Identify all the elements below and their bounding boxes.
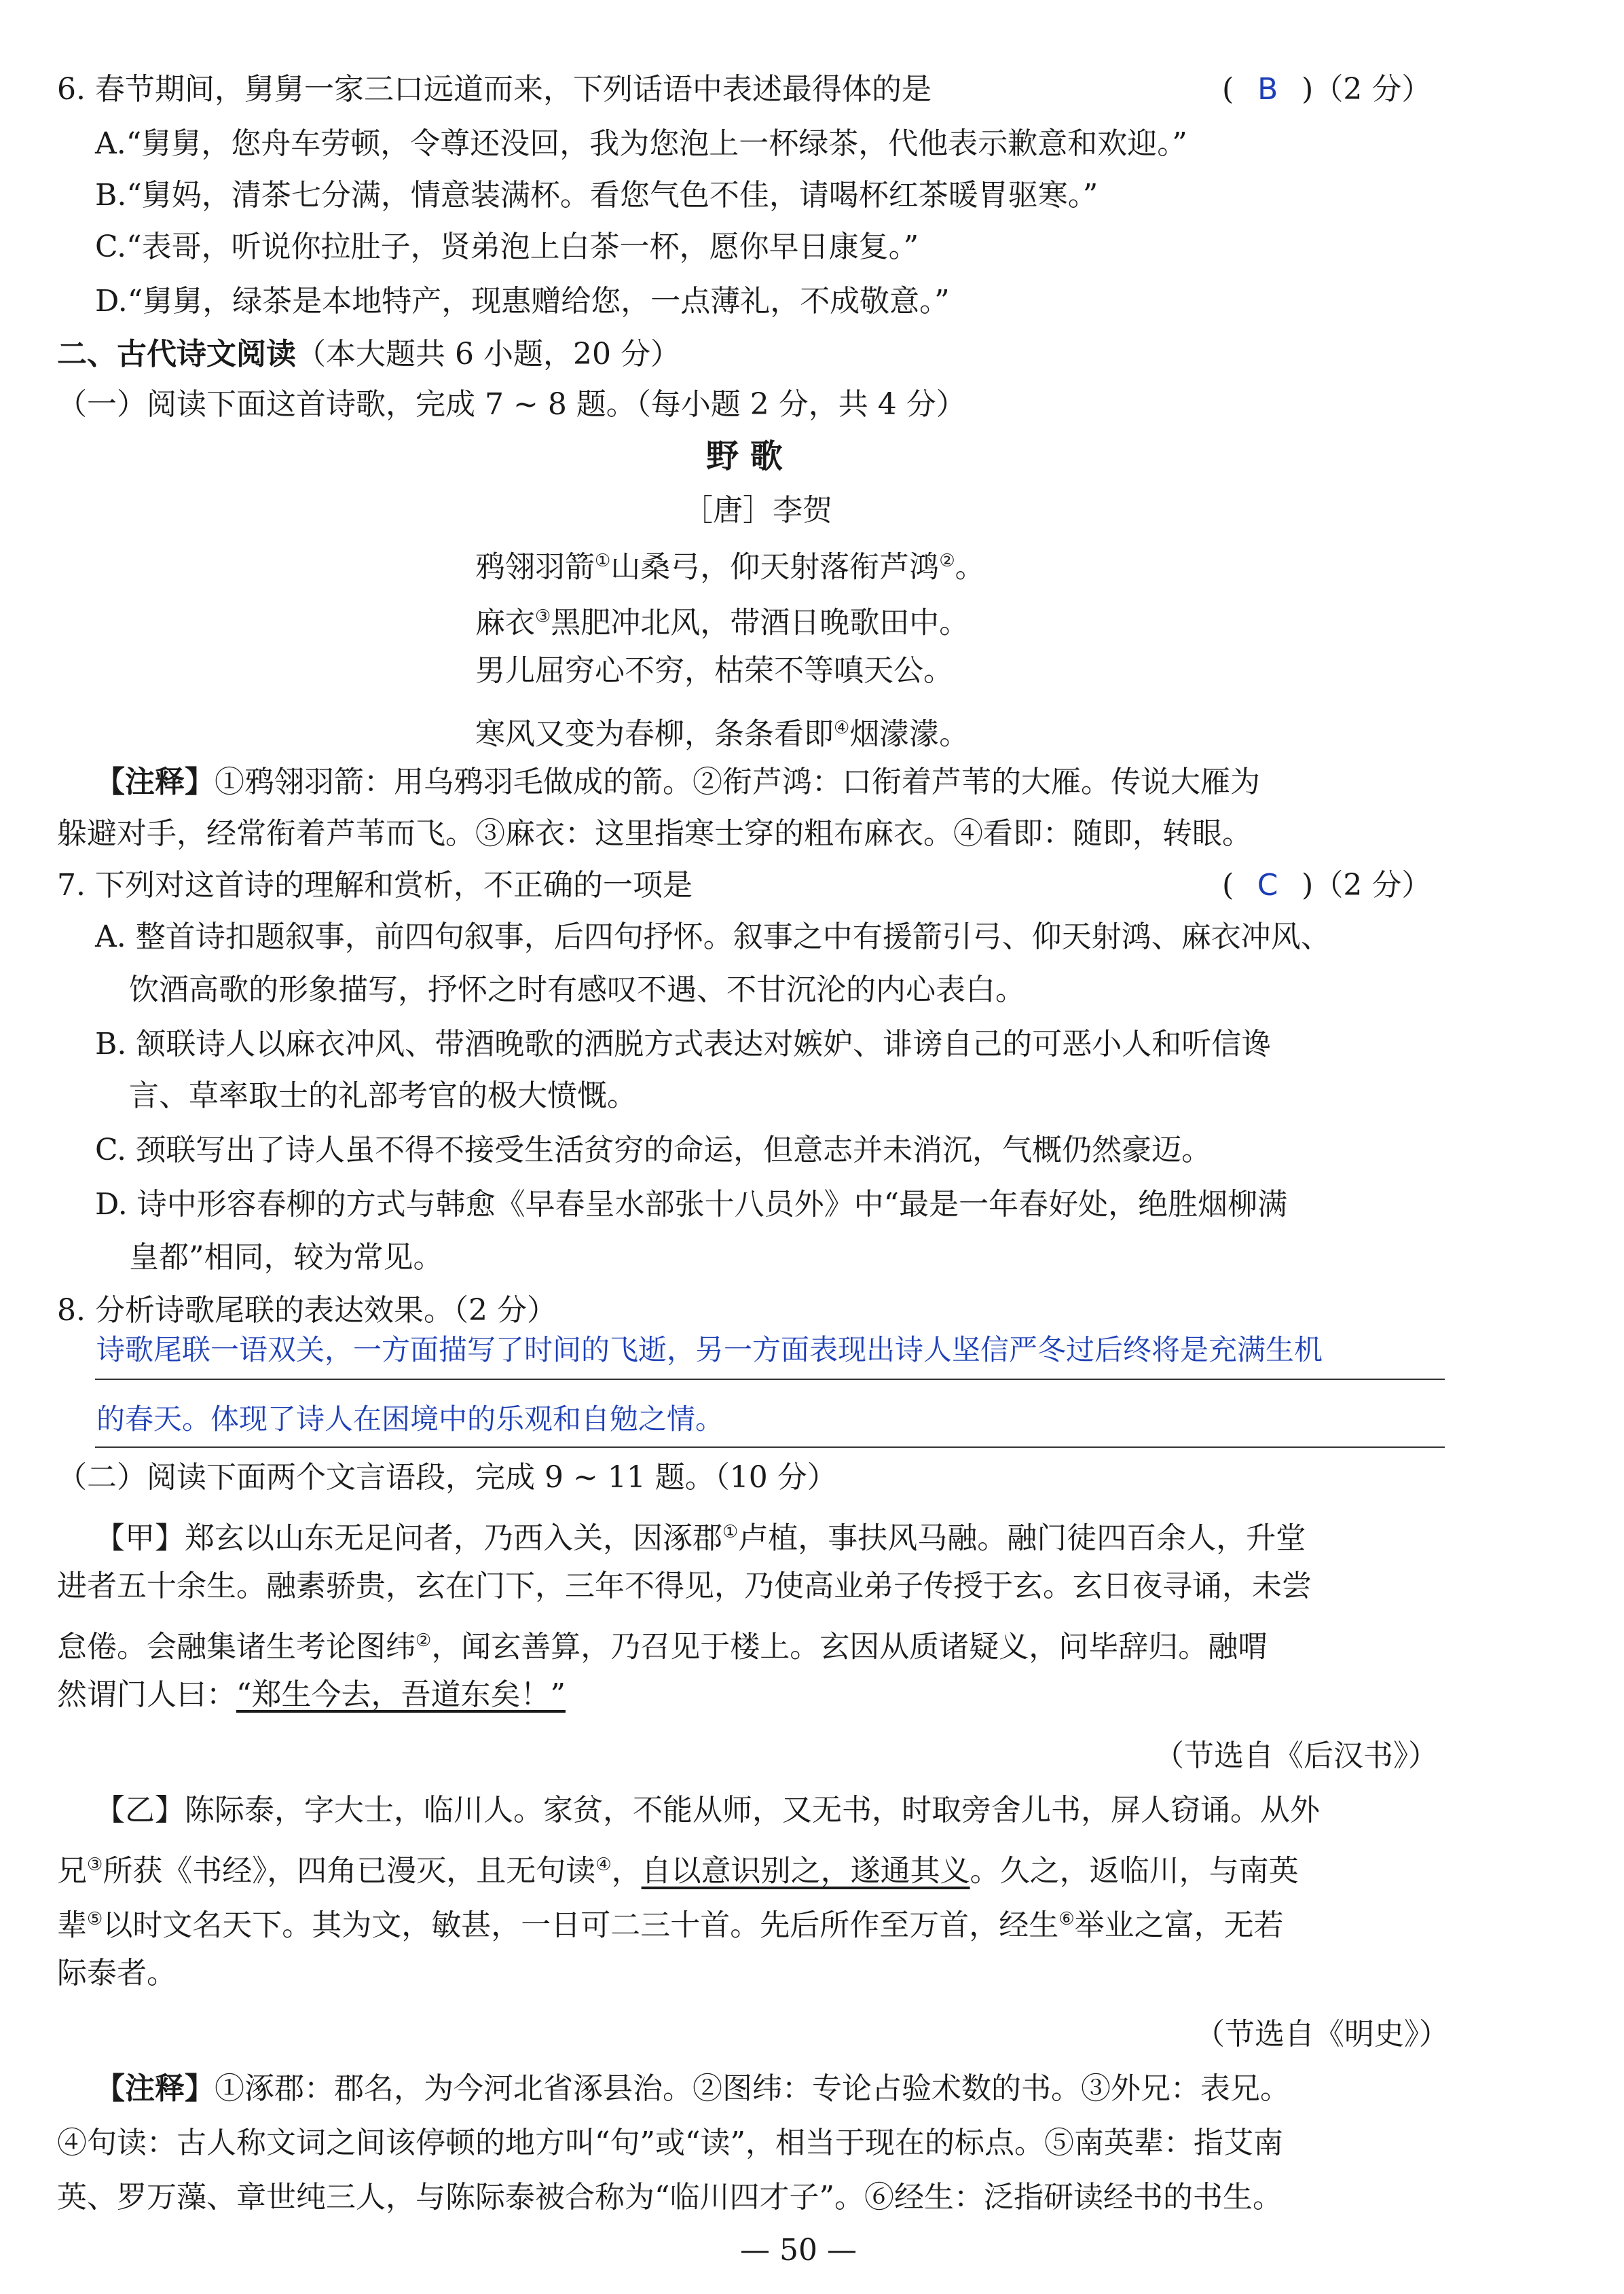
q6-option-c: C.“表哥，听说你拉肚子，贤弟泡上白茶一杯，愿你早日康复。” bbox=[95, 230, 919, 264]
yi-line-1: 【乙】陈际泰，字大士，临川人。家贫，不能从师，又无书，时取旁舍儿书，屏人窃诵。从外 bbox=[95, 1793, 1320, 1827]
q7-option-c: C. 颈联写出了诗人虽不得不接受生活贫穷的命运，但意志并未消沉，气概仍然豪迈。 bbox=[95, 1133, 1212, 1167]
q7-option-d-line-1: D. 诗中形容春柳的方式与韩愈《早春呈水部张十八员外》中“最是一年春好处，绝胜烟柳满 bbox=[95, 1187, 1288, 1222]
jia-line-2: 进者五十余生。融素骄贵，玄在门下，三年不得见，乃使高业弟子传授于玄。玄日夜寻诵，未尝 bbox=[57, 1569, 1312, 1603]
yi-underlined-sentence: 自以意识别之，遂通其义 bbox=[641, 1853, 970, 1889]
part2-notes-line-2: ④句读：古人称文词之间该停顿的地方叫“句”或“读”，相当于现在的标点。⑤南英辈：指艾南 bbox=[57, 2126, 1283, 2160]
jia-line-4 bbox=[57, 1675, 566, 1715]
poem-notes-label: 【注释】 bbox=[95, 765, 215, 799]
yi-line-3-a: 辈 bbox=[57, 1908, 87, 1943]
part2-notes-label: 【注释】 bbox=[95, 2071, 215, 2106]
part2-notes-line-3: 英、罗万藻、章世纯三人，与陈际泰被合称为“临川四才子”。⑥经生：泛指研读经书的书生。 bbox=[57, 2180, 1282, 2215]
q6-option-a: A.“舅舅，您舟车劳顿，令尊还没回，我为您泡上一杯绿茶，代他表示歉意和欢迎。” bbox=[95, 126, 1187, 161]
poem-line-1-a: 鸦翎羽箭 bbox=[475, 549, 595, 585]
yi-line-3 bbox=[57, 1899, 1284, 1946]
poem-line-2 bbox=[475, 596, 969, 644]
jia-note-ref-1: ① bbox=[722, 1522, 739, 1542]
answer-rule-2 bbox=[95, 1446, 1445, 1448]
q7-stem: 7. 下列对这首诗的理解和赏析，不正确的一项是 bbox=[57, 868, 693, 903]
q6-score: （2 分） bbox=[1313, 72, 1432, 107]
poem-line-4 bbox=[475, 708, 969, 755]
q7-option-b-line-1: B. 颔联诗人以麻衣冲风、带酒晚歌的洒脱方式表达对嫉妒、诽谤自己的可恶小人和听信谗 bbox=[95, 1027, 1272, 1061]
jia-line-1-b: 卢植，事扶风马融。融门徒四百余人，升堂 bbox=[738, 1521, 1306, 1556]
section-title: 二、古代诗文阅读 bbox=[57, 337, 296, 371]
part2-intro: （二）阅读下面两个文言语段，完成 9 ~ 11 题。（10 分） bbox=[57, 1460, 837, 1495]
poem-line-1-b: 山桑弓，仰天射落衔芦鸿 bbox=[610, 549, 940, 585]
q6-stem: 6. 春节期间，舅舅一家三口远道而来，下列话语中表述最得体的是 bbox=[57, 72, 931, 107]
q6-option-d: D.“舅舅，绿茶是本地特产，现惠赠给您，一点薄礼，不成敬意。” bbox=[95, 284, 950, 318]
poem-line-4-a: 寒风又变为春柳，条条看即 bbox=[475, 716, 834, 752]
yi-line-3-c: 举业之富，无若 bbox=[1074, 1908, 1284, 1943]
yi-note-ref-3: ③ bbox=[87, 1855, 103, 1875]
q7-option-a-line-2: 饮酒高歌的形象描写，抒怀之时有感叹不遇、不甘沉沦的内心表白。 bbox=[129, 972, 1025, 1007]
poem-line-3: 男儿屈穷心不穷，枯荣不等嗔天公。 bbox=[475, 653, 953, 688]
yi-line-2-d: 。久之，返临川，与南英 bbox=[970, 1853, 1299, 1889]
yi-line-2 bbox=[57, 1844, 1299, 1892]
q7-score: （2 分） bbox=[1313, 868, 1432, 903]
page-number: — 50 — bbox=[740, 2233, 857, 2268]
yi-source: （节选自《明史》） bbox=[1195, 2017, 1449, 2052]
part1-intro: （一）阅读下面这首诗歌，完成 7 ~ 8 题。（每小题 2 分，共 4 分） bbox=[57, 387, 966, 422]
poem-line-4-b: 烟濛濛。 bbox=[849, 716, 970, 752]
poem-notes-line-2: 躲避对手，经常衔着芦苇而飞。③麻衣：这里指寒士穿的粗布麻衣。④看即：随即，转眼。 bbox=[57, 816, 1252, 851]
q8-answer-line-2: 的春天。体现了诗人在困境中的乐观和自勉之情。 bbox=[96, 1402, 724, 1436]
q8-answer-line-1: 诗歌尾联一语双关，一方面描写了时间的飞逝，另一方面表现出诗人坚信严冬过后终将是充满生机 bbox=[96, 1333, 1323, 1366]
yi-note-ref-5: ⑤ bbox=[87, 1909, 103, 1929]
poem-notes-line-1 bbox=[95, 762, 1260, 803]
part2-notes-line-1 bbox=[95, 2069, 1290, 2109]
poem-line-1-c: 。 bbox=[955, 549, 985, 585]
note-ref-4: ④ bbox=[834, 718, 850, 738]
note-ref-2: ② bbox=[939, 551, 955, 571]
note-ref-1: ① bbox=[595, 551, 611, 571]
jia-line-3-a: 怠倦。会融集诸生考论图纬 bbox=[57, 1629, 416, 1664]
jia-source: （节选自《后汉书》） bbox=[1154, 1738, 1438, 1773]
yi-note-ref-4: ④ bbox=[595, 1855, 612, 1875]
note-ref-3: ③ bbox=[535, 606, 551, 627]
yi-line-2-b: 所获《书经》，四角已漫灭，且无句读 bbox=[103, 1853, 596, 1889]
section-heading bbox=[57, 334, 680, 375]
section-meta: （本大题共 6 小题，20 分） bbox=[296, 337, 680, 371]
jia-line-1 bbox=[95, 1512, 1306, 1559]
yi-line-4: 际泰者。 bbox=[57, 1956, 177, 1990]
poem-author: ［唐］李贺 bbox=[683, 493, 832, 528]
answer-rule-1 bbox=[95, 1379, 1445, 1380]
q7-answer: C bbox=[1257, 868, 1278, 903]
jia-note-ref-2: ② bbox=[416, 1631, 432, 1651]
jia-line-3-b: ，闻玄善算，乃召见于楼上。玄因从质诸疑义，问毕辞归。融喟 bbox=[431, 1629, 1268, 1664]
yi-line-2-a: 兄 bbox=[57, 1853, 87, 1889]
yi-line-3-b: 以时文名天下。其为文，敏甚，一日可二三十首。先后所作至万首，经生 bbox=[103, 1908, 1059, 1943]
q7-option-d-line-2: 皇都”相同，较为常见。 bbox=[129, 1240, 443, 1275]
q6-option-b: B.“舅妈，清茶七分满，情意装满杯。看您气色不佳，请喝杯红茶暖胃驱寒。” bbox=[95, 178, 1099, 213]
jia-line-1-a: 【甲】郑玄以山东无足问者，乃西入关，因涿郡 bbox=[95, 1521, 722, 1556]
jia-underlined-quote: “郑生今去，吾道东矣！” bbox=[236, 1677, 566, 1712]
q6-answer: B bbox=[1257, 72, 1278, 107]
part2-notes-text-1: ①涿郡：郡名，为今河北省涿县治。②图纬：专论占验术数的书。③外兄：表兄。 bbox=[215, 2071, 1290, 2106]
q7-option-b-line-2: 言、草率取士的礼部考官的极大愤慨。 bbox=[129, 1078, 637, 1113]
jia-line-3 bbox=[57, 1620, 1268, 1668]
poem-line-1 bbox=[475, 541, 985, 588]
poem-notes-text-1: ①鸦翎羽箭：用乌鸦羽毛做成的箭。②衔芦鸿：口衔着芦苇的大雁。传说大雁为 bbox=[215, 765, 1260, 799]
q7-answer-group: ( C )（2 分） bbox=[1222, 865, 1431, 906]
jia-line-4-a: 然谓门人曰： bbox=[57, 1677, 236, 1712]
yi-line-2-c: ， bbox=[611, 1853, 642, 1889]
q8-stem: 8. 分析诗歌尾联的表达效果。（2 分） bbox=[57, 1293, 557, 1328]
yi-note-ref-6: ⑥ bbox=[1058, 1909, 1075, 1929]
q6-answer-group: ( B )（2 分） bbox=[1222, 69, 1431, 110]
poem-line-2-a: 麻衣 bbox=[475, 605, 535, 640]
poem-title: 野 歌 bbox=[706, 437, 783, 475]
poem-line-2-b: 黑肥冲北风，带酒日晚歌田中。 bbox=[551, 605, 970, 640]
q7-option-a-line-1: A. 整首诗扣题叙事，前四句叙事，后四句抒怀。叙事之中有援箭引弓、仰天射鸿、麻衣冲风、 bbox=[95, 920, 1331, 954]
